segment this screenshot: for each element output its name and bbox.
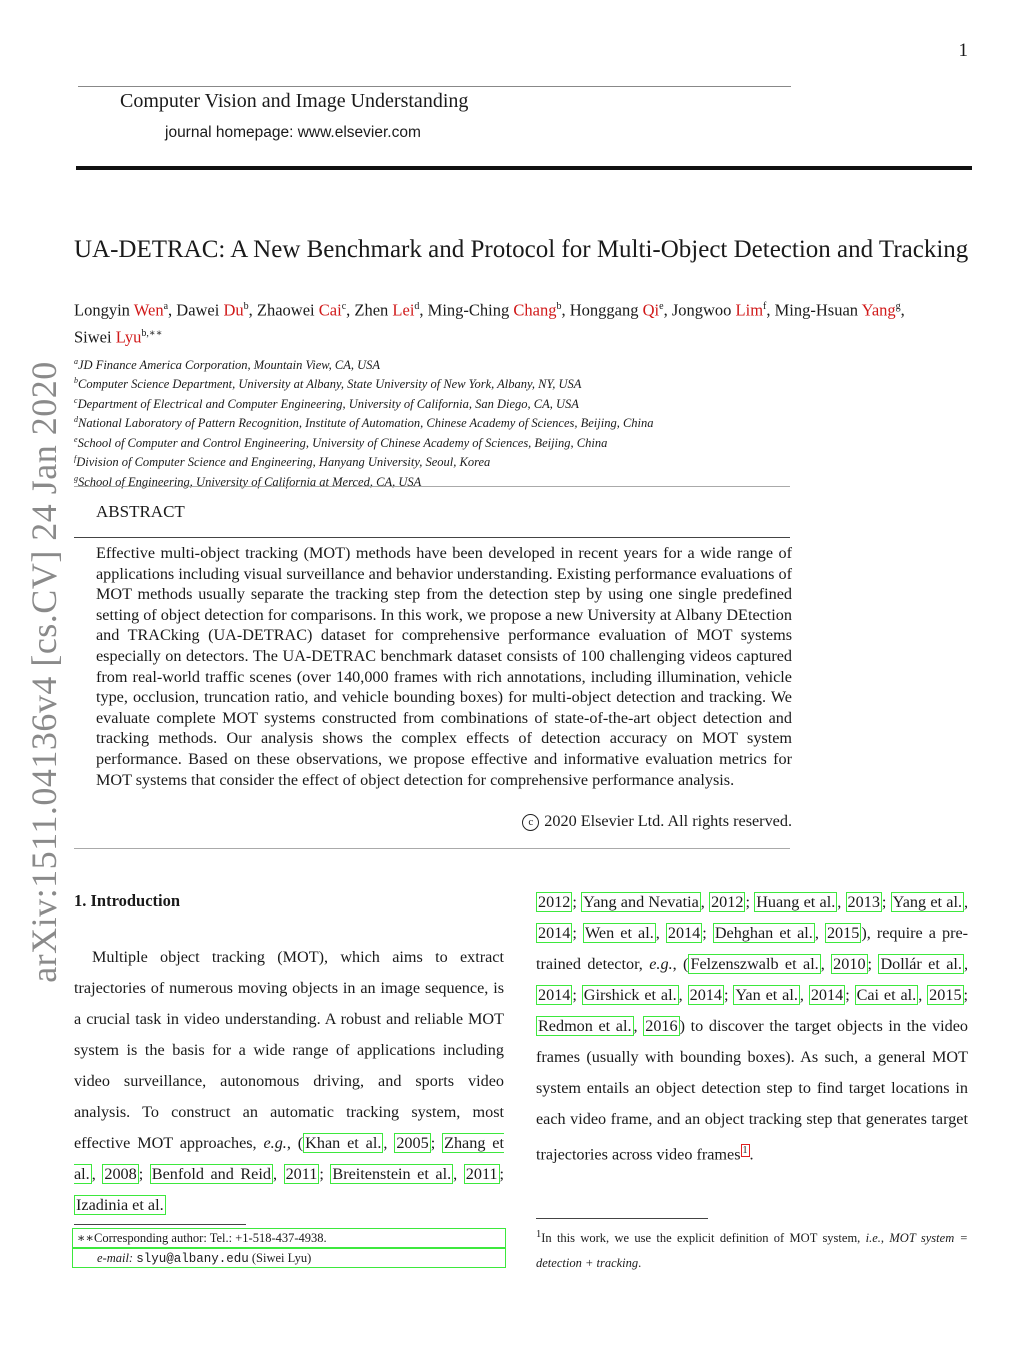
citation-link[interactable]: 2015 xyxy=(929,986,962,1004)
citation-link[interactable]: 2014 xyxy=(538,986,571,1004)
citation-link[interactable]: 2011 xyxy=(465,1165,498,1183)
affiliation-item: $^b$Computer Science Department, University at Albany, State University of New York, Albany, NY, USA xyxy=(74,376,582,392)
abstract-text: Effective multi-object tracking (MOT) methods have been developed in recent years for a wide range of applications including visual surveillance and behavior understanding. Existing performance evaluations of MOT methods usually separate the tracking step from the detection step by using one single predefined setting of object detection for comparisons. In this work, we propose a new University at Albany DEtection and TRACking (UA-DETRAC) dataset for comprehensive performance evaluation of MOT systems especially on detectors. The UA-DETRAC benchmark dataset consists of 100 challenging videos captured from real-world traffic scenes (over 140,000 frames with rich annotations, including illumination, vehicle type, occlusion, truncation ratio, and vehicle bounding boxes) for multi-object detection and tracking. We evaluate complete MOT systems constructed from combinations of state-of-the-art object detection and tracking methods. Our analysis shows the complex effects of detection accuracy on MOT system performance. Based on these observations, we propose effective and informative evaluation metrics for MOT systems that consider the effect of object detection for comprehensive performance analysis. xyxy=(96,544,792,789)
citation-link[interactable]: Wen et al. xyxy=(584,924,654,942)
citation-link[interactable]: Redmon et al. xyxy=(538,1017,632,1035)
affiliation-item: $^f$Division of Computer Science and Engineering, Hanyang University, Seoul, Korea xyxy=(74,454,491,470)
intro-right-column: 2012 ; Yang and Nevatia , 2012 ; Huang et al. , 2013 ; Yang et al. , 2014 ; Wen et al. , 2014 ; Dehghan et al. , 2015 ), require a pre-trained detector, e.g., ( Felzenszwalb et al. , 2010 ; Dollár et al. , 2014 ; Girshick et al. , 2014 ; Yan et al. , 2014 ; Cai et al. , 2015 ; Redmon et al. , 2016 ) to discover the target objects in the video frames (usually with bounding boxes). As such, a general MOT system entails an object detection step to find target locations in each video frame, and an object tracking step that generates target trajectories across video frames $^1$ . xyxy=(536,893,969,1164)
abstract-heading-rule xyxy=(74,537,790,538)
citation-link[interactable]: Felzenszwalb et al. xyxy=(690,955,819,973)
affiliation-item: $^d$National Laboratory of Pattern Recognition, Institute of Automation, Chinese Academy of Sciences, Beijing, China xyxy=(74,415,654,431)
section-heading: 1. Introduction xyxy=(74,891,181,910)
citation-link[interactable]: 2014 xyxy=(538,924,571,942)
footnote-1: $^1$In this work, we use the explicit definition of MOT system, i.e., MOT system = detection + tracking. xyxy=(536,1229,968,1271)
citation-link[interactable]: Dollár et al. xyxy=(880,955,962,973)
citation-link[interactable]: 2011 xyxy=(285,1165,318,1183)
citation-link[interactable]: 2010 xyxy=(833,955,866,973)
citation-link[interactable]: Cai et al. xyxy=(856,986,917,1004)
footnote-rule-right xyxy=(536,1218,708,1219)
footnote-link[interactable]: 1 xyxy=(742,1145,748,1156)
header-thick-rule xyxy=(76,166,972,170)
citation-link[interactable]: 2008 xyxy=(104,1165,137,1183)
copyright-icon: c xyxy=(522,814,539,831)
citation-link[interactable]: 2016 xyxy=(645,1017,678,1035)
citation-link[interactable]: 2014 xyxy=(810,986,844,1004)
arxiv-stamp: arXiv:1511.04136v4 [cs.CV] 24 Jan 2020 xyxy=(24,361,64,983)
citation-link[interactable]: Yan et al. xyxy=(735,986,798,1004)
citation-link[interactable]: Girshick et al. xyxy=(583,986,677,1004)
abstract-bottom-rule xyxy=(74,848,790,849)
citation-link[interactable]: 2005 xyxy=(396,1134,429,1152)
email-link[interactable]: e-mail: slyu@albany.edu (Siwei Lyu) xyxy=(72,1248,506,1268)
header-rule xyxy=(78,86,791,87)
citation-link[interactable]: Zhang et al. xyxy=(74,1134,504,1183)
citation-link[interactable]: 2015 xyxy=(826,924,860,942)
author-list: Longyin Wen$^a$, Dawei Du$^b$, Zhaowei Cai$^c$, Zhen Lei$^d$, Ming-Ching Chang$^b$, Honggang Qi$^e$, Jongwoo Lim$^f$, Ming-Hsuan Yang$^g$, Siwei Lyu$^{b,∗∗}$ xyxy=(74,300,905,346)
citation-link[interactable]: Yang and Nevatia xyxy=(583,893,699,911)
footnote-rule-left xyxy=(74,1224,246,1225)
paper-title: UA-DETRAC: A New Benchmark and Protocol for Multi-Object Detection and Tracking xyxy=(74,236,969,263)
citation-link[interactable]: Dehghan et al. xyxy=(714,924,813,942)
corresponding-author-link[interactable]: ∗∗Corresponding author: Tel.: +1-518-437-4938. xyxy=(72,1228,506,1248)
affiliation-item: $^c$Department of Electrical and Computer Engineering, University of California, San Diego, CA, USA xyxy=(74,395,579,412)
affiliation-item: $^e$School of Computer and Control Engineering, University of Chinese Academy of Sciences, Beijing, China xyxy=(74,434,608,450)
citation-link[interactable]: Khan et al. xyxy=(305,1134,382,1152)
citation-link[interactable]: Izadinia et al. xyxy=(76,1196,164,1214)
citation-link[interactable]: Breitenstein et al. xyxy=(332,1165,452,1183)
intro-left-column: Multiple object tracking (MOT), which aims to extract trajectories of numerous moving objects in an image sequence, is a crucial task in video understanding. A robust and reliable MOT system is the basis for a wide range of applications including video surveillance, autonomous driving, and sports video analysis. To construct an automatic tracking system, most effective MOT approaches, e.g., ( Khan et al. , 2005 ; Zhang et al. , 2008 ; Benfold and Reid , 2011 ; Breitenstein et al. , 2011 ; Izadinia et al. xyxy=(74,948,505,1214)
citation-link[interactable]: 2014 xyxy=(689,986,722,1004)
copyright-line: c 2020 Elsevier Ltd. All rights reserved. xyxy=(96,812,792,831)
affiliation-item: $^g$School of Engineering, University of California at Merced, CA, USA xyxy=(74,473,422,489)
citation-link[interactable]: Huang et al. xyxy=(756,893,836,911)
citation-link[interactable]: 2013 xyxy=(847,893,880,911)
affiliation-item: $^a$JD Finance America Corporation, Mountain View, CA, USA xyxy=(74,357,381,373)
citation-link[interactable]: 2014 xyxy=(667,924,701,942)
affiliation-list xyxy=(74,354,934,490)
abstract-top-rule xyxy=(74,486,790,487)
journal-name: Computer Vision and Image Understanding xyxy=(120,90,469,112)
abstract-heading: ABSTRACT xyxy=(96,502,185,521)
citation-link[interactable]: Yang et al. xyxy=(892,893,963,911)
citation-link[interactable]: 2012 xyxy=(538,893,571,911)
citation-link[interactable]: Benfold and Reid xyxy=(151,1165,271,1183)
citation-link[interactable]: 2012 xyxy=(711,893,744,911)
page-number: 1 xyxy=(958,40,968,61)
journal-homepage: journal homepage: www.elsevier.com xyxy=(165,124,421,141)
